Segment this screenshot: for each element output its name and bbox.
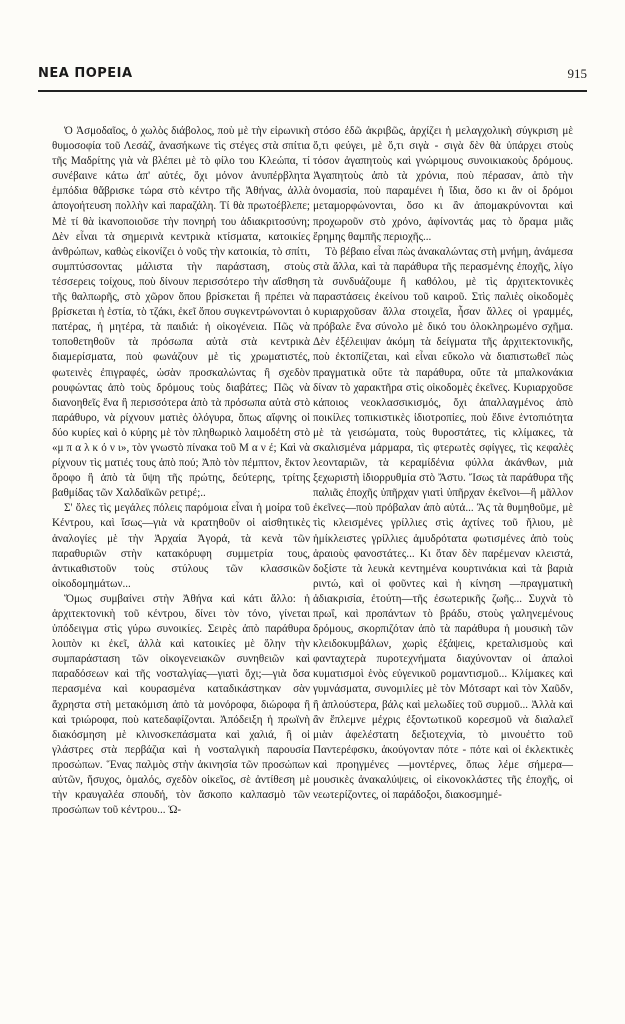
page-number: 915 [567,66,587,81]
paragraph: Σ' ὅλες τὶς μεγάλες πόλεις παρόμοια εἶναι ἡ μοίρα τοῦ Κέντρου, καὶ ἴσως—γιὰ νὰ κρατηθοῦν οἱ αἰσθητικὲς ἀναλογίες μὲ τὴν Ἀρχαία Ἀγορά, τὰ κενὰ τῶν παραθυριῶν στὴν κατακόρυφη συμμετρία τους, ἀντικαθιστοῦν τοὺς στύλους τῶν κλασσικῶν οἰκοδομημάτων... [52,502,310,590]
page-header [38,66,587,86]
paragraph: Τὸ βέβαιο εἶναι πὼς ἀνακαλώντας στὴ μνήμη, ἀνάμεσα στὰ ἄλλα, καὶ τὰ παράθυρα τῆς περασμένης ἐποχῆς, λίγο τὰ συνδυάζουμε ἢ καθόλου, μὲ τὶς ἀρχιτεκτονικὲς παραστάσεις ἐκείνου τοῦ καιροῦ. Στὶς παλιὲς οἰκοδομὲς κυριαρχοῦσαν ἄλλα στοιχεῖα, ἦσαν ἄλλες οἱ γραμμές, πρόβαλε ἕνα σύνολο μὲ δικό του ὁλοκληρωμένο σχῆμα. Δὲν ἐξέλειψαν ἀκόμη τὰ δείγματα τῆς ἀρχιτεκτονικῆς, ποὺ ἐκτοπίζεται, καὶ εἶναι εὔκολο νὰ διαπιστωθεῖ πὼς πραγματικὰ οὔτε τὰ παράθυρα, οὔτε τὰ μπαλκονάκια δίναν τὸ χαρακτῆρα στὶς οἰκοδομὲς ἐκεῖνες. Κυριαρχοῦσε κάποιος νεοκλασσικισμός, ὄχι ἀπαλλαγμένος ἀπὸ ποικίλες τοπικιστικὲς ἰδιοτροπίες, ποὺ ἔδινε ἐντοπιότητα μὲ τὰ γεισώματα, τοὺς θυροστάτες, τὶς κλίμακες, τὰ σκαλισμένα μάρμαρα, τὶς φτερωτὲς σφίγγες, τὶς κεφαλὲς λεονταριῶν, τὰ κεραμίδένια φύλλα ἀκάνθων, μιὰ ξεχωριστὴ ἰδιορρυθμία στὸ Ἄστυ. Ἴσως τὰ παράθυρα τῆς παλιᾶς ἐποχῆς ὑπῆρχαν γιατὶ ὑπῆρχαν ἐκεῖνοι—ἢ μᾶλλον ἐκεῖνες—ποὺ πρόβαλαν ἀπὸ αὐτά... Ἂς τὰ θυμηθοῦμε, μὲ τὶς κλεισμένες γρίλλιες στὶς ἀχτίνες τοῦ ἥλιου, μὲ ἡμίκλειστες γρίλλιες ἀμυδρότατα φωτισμένες ἀπὸ τοὺς ἀραιοὺς φανοστάτες... Κι ὅταν δὲν παρέμεναν κλειστά, δοξίστε τὰ λευκὰ κεντημένα κουρτινάκια καὶ τὰ βαριὰ ριντώ, καὶ οἱ φοῦντες καὶ ἡ κίνηση —πραγματικὴ ἀδιακρισία, ἐτούτη—τῆς ἐσωτερικῆς ζωῆς... Συχνὰ τὸ πρωΐ, καὶ προπάντων τὸ βράδυ, στοὺς γαληνεμένους δρόμους, σκορπιζόταν ἀπὸ τὰ παράθυρα ἡ μουσικὴ τῶν κλειδοκυμβάλων, χωρὶς ἐξάψεις, κρεταλισμοὺς καὶ φανταχτερὰ πυροτεχνήματα διαχύνονταν οἱ ἀπαλοὶ κυματισμοὶ ἑνὸς εὐγενικοῦ ρομαντισμοῦ... Κλίμακες καὶ γυμνάσματα, συνομιλίες μὲ τὸν Μότσαρτ καὶ τὸν Χαῦδν, ἢ ἁπλούστερα, βάλς καὶ μελωδίες τοῦ συρμοῦ... Ἀλλὰ καὶ ἂν ἔπλεμνε μέχρις ἐξοντωτικοῦ κορεσμοῦ νὰ διαλαλεῖ μιὰν ἀφελέστατη δεξιοτεχνία, τὸ μινουέττο τοῦ Παντερέφσκυ, ἀκούγονταν πότε - πότε καὶ οἱ ἐκλεκτικὲς καὶ πρoηγμένες —μοντέρνες, ὅπως λέμε σήμερα— μουσικὲς ἀνακαλύψεις, οἱ εἰκονοκλάστες τῆς ἐποχῆς, οἱ νεωτερίζοντες, οἱ παράδοξοι, διακοσμημέ- [313,245,573,802]
journal-title: ΝΕΑ ΠΟΡΕΙΑ [38,66,133,81]
paragraph-continued: στόσο ἐδῶ ἀκριβῶς, ἀρχίζει ἡ μελαγχολικὴ σύγκριση μὲ ὅ,τι φεύγει, μὲ ὅ,τι σιγὰ - σιγὰ δὲν θὰ ὑπάρχει στοὺς τόσον ἀγαπητοὺς καὶ γνώριμους συνοικιακοὺς δρόμους. Ἀγαπητοὺς ἀπὸ τὰ χρόνια, ποὺ πέρασαν, ἀπὸ τὴν ὀνομασία, ποὺ παραμένει ἡ ἴδια, ὅσο κι ἂν οἱ δρόμοι μεταμορφώνονται, ὅσο κι ἂν ἀπομακρύνονται καὶ προχωροῦν στὸ χρόνο, ἀφίνοντάς μας τὸ ὅραμα μιᾶς ἔρημης θαμπῆς περιοχῆς... [313,125,573,243]
right-column [313,124,573,803]
header-rule [38,90,587,92]
left-column [52,124,310,818]
paragraph: Ὁ Ἀσμοδαῖος, ὁ χωλὸς διάβολος, ποὺ μὲ τὴν εἰρωνικὴ θυμοσοφία τοῦ Λεσάζ, ἀνασήκωνε τὶς στέγες στὰ σπίτια τῆς Μαδρίτης γιὰ νὰ βλέπει μὲ τὸ φίλο του Κλεώπα, τί συνέβαινε κάτω ἀπ' αὐτές, ὄχι μόνον ἀνυπέρβλητα ἐμπόδια θἄβρισκε τώρα στὸ κέντρο τῆς Ἀθήνας, ἀλλὰ ἀπογοήτευση πολλὴν καὶ παραζάλη. Τί θὰ πρωτοέβλεπε; Μὲ τί θὰ ἱκανοποιοῦσε τὴν πονηρή του ἀδιακριτοσύνη; Δὲν εἶναι τὰ σημερινὰ κεντρικὰ κτίσματα, κατοικίες ἀνθρώπων, καθὼς εἰκονίζει ὁ νοῦς τὴν κατοικία, τὸ σπίτι, συμπτύσσοντας μάλιστα τὴν παράσταση, στοὺς τέσσερεις τοίχους, ποὺ δίνουν περισσότερο τὴν αἴσθηση τῆς θαλπωρῆς, στὸ χῶρον ὅπου βρίσκεται ἢ πρέπει νὰ βρίσκεται ἡ ἑστία, τὸ τζάκι, ἐκεῖ ὅπου συγκεντρώνονται ὁ πατέρας, ἡ μητέρα, τὰ παιδιά: ἡ οἰκογένεια. Πῶς νὰ τοποθετηθοῦν τὰ πρόσωπα αὐτὰ στὰ κεντρικὰ διαμερίσματα, ποὺ φωνάζουν μὲ τὶς χρωματιστές, φωτεινὲς ἐπιγραφές, ὡσὰν προσκαλώντας ἢ σχεδὸν ρουφώντας ἀπὸ τοὺς δρόμους τοὺς διαβάτες; Πῶς νὰ διανοηθεῖς ἕνα ἢ περισσότερα ἀπὸ τὰ πρόσωπα αὐτὰ στὸ παράθυρο, νὰ ρίχνουν ματιὲς ὁλόγυρα, ὅπως αἴφνης οἱ δύο κυρίες καὶ ὁ κύρης μὲ τὸν πληθωρικὸ λαιμοδέτη στὸ «μ π α λ κ ό ν ι», τὸν γνωστὸ πίνακα τοῦ Μ α ν έ; Καὶ νὰ ρίχνουν τὶς ματιές τους ἀπὸ πού; Ἀπὸ τὸν πέμπτον, ἕκτον ὄροφο ἢ ἀπὸ τὰ ὕψη τῆς πρώτης, δεύτερης, τρίτης βαθμίδας τῶν Χαλδαϊκῶν ρετιρέ;.. [52,125,310,500]
paragraph: Ὅμως συμβαίνει στὴν Ἀθήνα καὶ κάτι ἄλλο: ἡ ἀρχιτεκτονικὴ τοῦ κέντρου, δίνει τὸν τόνο, γίνεται ὑπόδειγμα στὶς γύρω συνοικίες. Σειρὲς ἀπὸ παράθυρα λοιπὸν κι ἐκεῖ, ἀλλὰ καὶ κατοικίες μὲ ὅλην τὴν συμπαράσταση τῶν οἰκογενειακῶν συνηθειῶν καὶ παραδόσεων καὶ τῆς νοσταλγίας—γιατὶ ὄχι;—γιὰ ὅσα περασμένα καὶ κουρασμένα καταδικάστηκαν σὰν ἄχρηστα στὴ μετακόμιση ἀπὸ τὰ μονόροφα, διώροφα ἢ καὶ τριώροφα, ποὺ κατεδαφίζονται. Ἀπόδειξη ἡ πρωϊνὴ διακόσμηση μὲ κλινοσκεπάσματα καὶ χαλιά, ἢ οἱ γλάστρες στὰ περβάζια καὶ ἡ νοσταλγικὴ παρουσία προσώπων. Ἕνας παλμὸς στὴν ἀκινησία τῶν προσώπων αὐτῶν, ἥσυχος, ὁμαλός, σχεδὸν οἰκεῖος, σὲ ἀντίθεση μὲ τὴν κραυγαλέα σπουδή, τὸν ἄσκοπο καλπασμὸ τῶν προσώπων τοῦ κέντρου... Ὡ- [52,592,310,817]
